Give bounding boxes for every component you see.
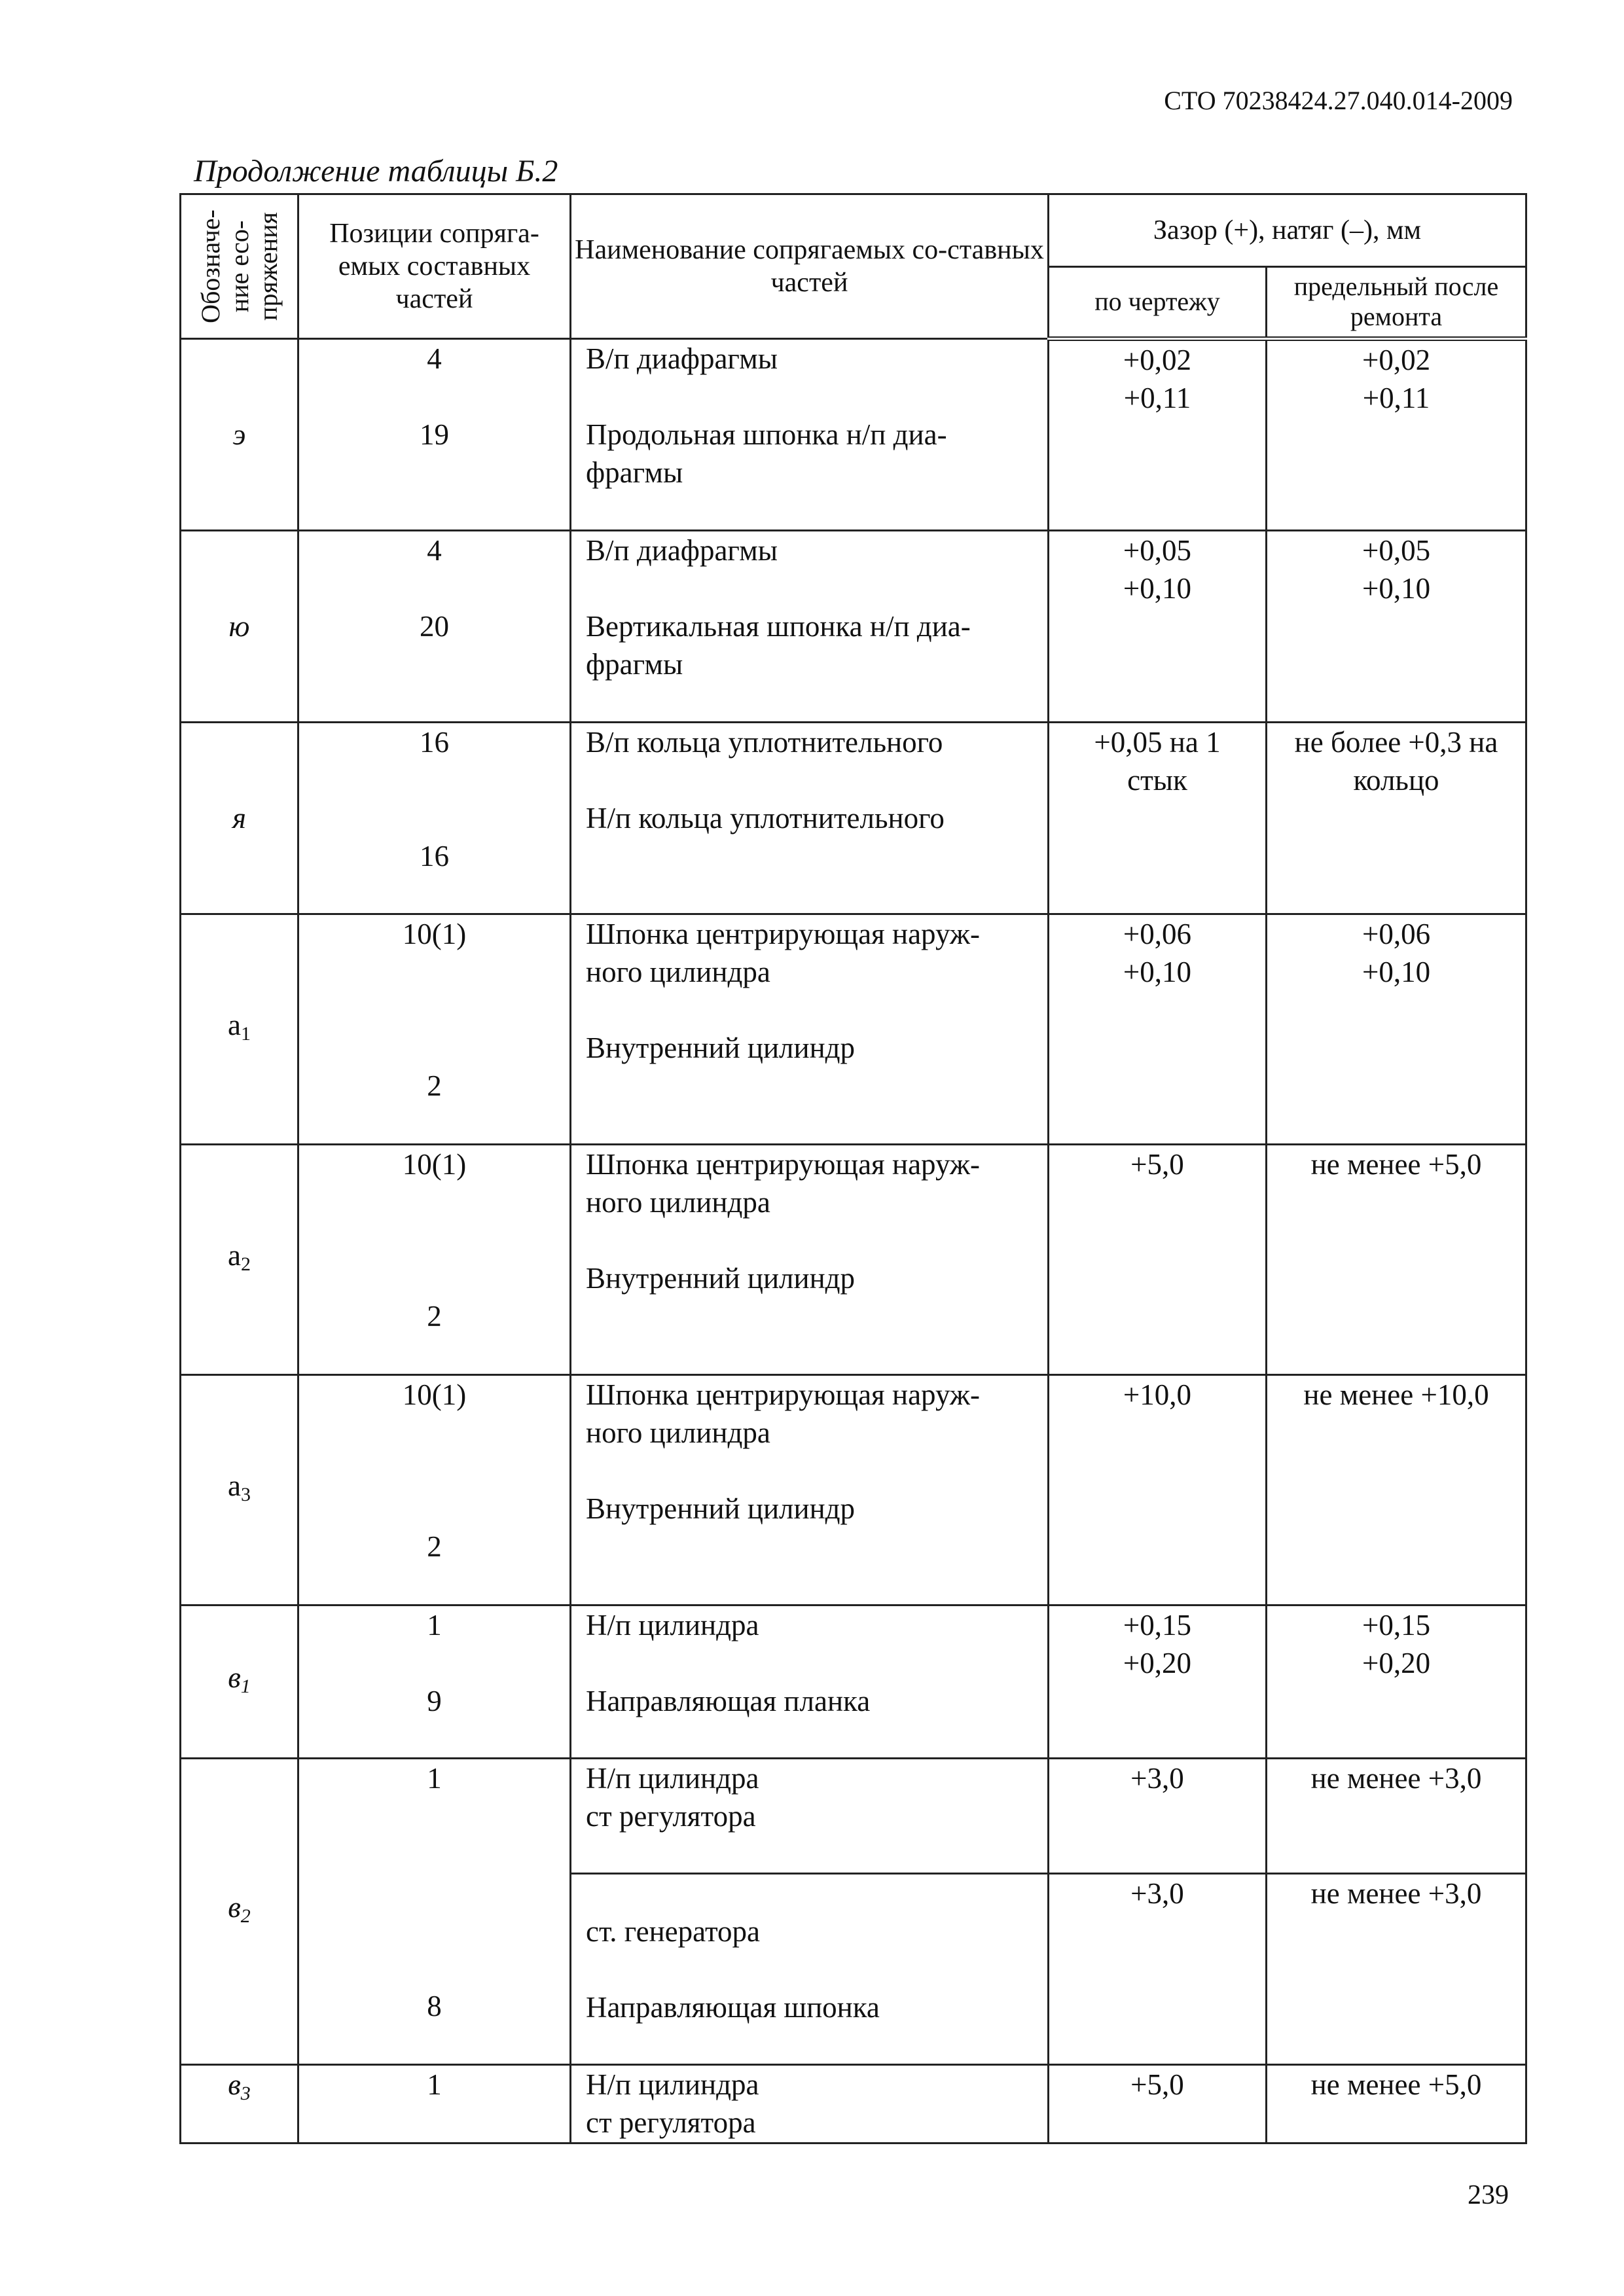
table-row: [181, 723, 1526, 914]
limit-value-cell: не более +0,3 на кольцо: [1267, 723, 1526, 914]
positions-cell: 4 19: [298, 339, 571, 531]
designation-cell: $а_2$: [181, 1145, 298, 1375]
table-body: [181, 339, 1526, 2144]
limit-value-cell: не менее +10,0: [1267, 1375, 1526, 1605]
limit-value-cell: +0,15 +0,20: [1267, 1605, 1526, 1759]
names-cell: В/п диафрагмы Продольная шпонка н/п диа- фрагмы: [571, 339, 1049, 531]
drawing-value-cell: +3,0: [1049, 1759, 1267, 1874]
table-row: [181, 1605, 1526, 1759]
drawing-value-cell: +0,05 на 1 стык: [1049, 723, 1267, 914]
positions-cell: 10(1) 2: [298, 914, 571, 1145]
drawing-value-cell: +0,06 +0,10: [1049, 914, 1267, 1145]
header-names: Наименование сопрягаемых со-ставных частей: [571, 194, 1049, 339]
limit-value-cell: не менее +5,0: [1267, 1145, 1526, 1375]
designation-cell: $а_1$: [181, 914, 298, 1145]
names-cell: Шпонка центрирующая наруж- ного цилиндра Внутренний цилиндр: [571, 914, 1049, 1145]
table-row: [181, 2065, 1526, 2144]
drawing-value-cell: +0,05 +0,10: [1049, 531, 1267, 723]
names-cell: В/п кольца уплотнительного Н/п кольца уплотнительного: [571, 723, 1049, 914]
designation-cell: я: [181, 723, 298, 914]
page-number: 239: [1468, 2180, 1509, 2210]
drawing-value-cell: +0,02 +0,11: [1049, 339, 1267, 531]
drawing-value-cell: +0,15 +0,20: [1049, 1605, 1267, 1759]
table-row: [181, 531, 1526, 723]
limit-value-cell: не менее +5,0: [1267, 2065, 1526, 2144]
names-cell: Н/п цилиндра ст регулятора: [571, 1759, 1049, 1874]
header-limit-after-repair: предельный после ремонта: [1267, 266, 1526, 339]
designation-cell: $а_3$: [181, 1375, 298, 1605]
header-designation: Обозначе-ние есо-пряжения: [181, 194, 298, 339]
drawing-value-cell: +5,0: [1049, 2065, 1267, 2144]
names-cell: Шпонка центрирующая наруж- ного цилиндра Внутренний цилиндр: [571, 1375, 1049, 1605]
table-row: [181, 339, 1526, 531]
table-row: [181, 914, 1526, 1145]
limit-value-cell: не менее +3,0: [1267, 1759, 1526, 1874]
limit-value-cell: +0,06 +0,10: [1267, 914, 1526, 1145]
designation-cell: $в_2$: [181, 1759, 298, 2065]
drawing-value-cell: +10,0: [1049, 1375, 1267, 1605]
names-cell: Н/п цилиндра ст регулятора: [571, 2065, 1049, 2144]
table-caption: Продолжение таблицы Б.2: [194, 154, 558, 188]
positions-cell: 16 16: [298, 723, 571, 914]
document-code: СТО 70238424.27.040.014-2009: [1164, 86, 1513, 115]
limit-value-cell: +0,02 +0,11: [1267, 339, 1526, 531]
positions-cell: 1 8: [298, 1759, 571, 2065]
positions-cell: 1: [298, 2065, 571, 2144]
limit-value-cell: +0,05 +0,10: [1267, 531, 1526, 723]
positions-cell: 1 9: [298, 1605, 571, 1759]
designation-cell: $в_3$: [181, 2065, 298, 2144]
table-row: [181, 1759, 1526, 1874]
designation-cell: ю: [181, 531, 298, 723]
mating-parts-table: [179, 193, 1527, 2144]
header-clearance: Зазор (+), натяг (–), мм: [1049, 194, 1526, 267]
positions-cell: 10(1) 2: [298, 1145, 571, 1375]
header-by-drawing: по чертежу: [1049, 266, 1267, 339]
table-row: [181, 1375, 1526, 1605]
names-cell: Н/п цилиндра Направляющая планка: [571, 1605, 1049, 1759]
names-cell: В/п диафрагмы Вертикальная шпонка н/п диа- фрагмы: [571, 531, 1049, 723]
header-positions: Позиции сопряга-емых составных частей: [298, 194, 571, 339]
drawing-value-cell: +5,0: [1049, 1145, 1267, 1375]
table-row: [181, 1145, 1526, 1375]
positions-cell: 10(1) 2: [298, 1375, 571, 1605]
designation-cell: э: [181, 339, 298, 531]
names-cell: Шпонка центрирующая наруж- ного цилиндра Внутренний цилиндр: [571, 1145, 1049, 1375]
designation-cell: $в_1$: [181, 1605, 298, 1759]
names-cell: ст. генератора Направляющая шпонка: [571, 1874, 1049, 2065]
positions-cell: 4 20: [298, 531, 571, 723]
drawing-value-cell: +3,0: [1049, 1874, 1267, 2065]
limit-value-cell: не менее +3,0: [1267, 1874, 1526, 2065]
